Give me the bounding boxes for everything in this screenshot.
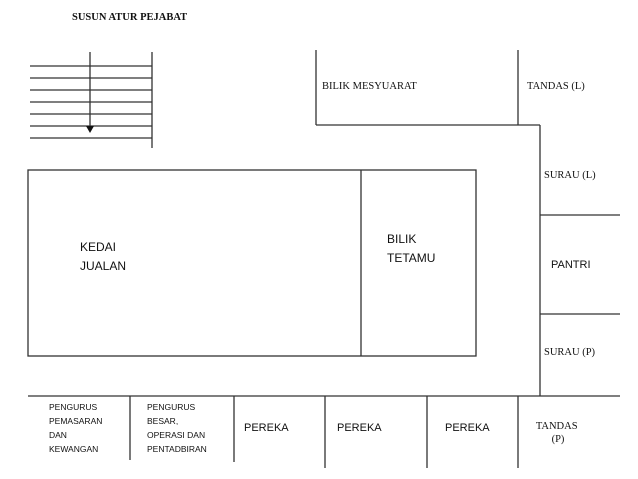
plan-title: SUSUN ATUR PEJABAT [72, 12, 188, 23]
stair-arrow-icon [86, 52, 94, 133]
room-tandas-l: TANDAS (L) [527, 81, 585, 92]
staircase [30, 52, 152, 148]
room-pereka-2: PEREKA [337, 422, 382, 434]
bottom-row-walls [28, 396, 620, 468]
room-pantri: PANTRI [551, 259, 591, 271]
room-pereka-1: PEREKA [244, 422, 289, 434]
room-bilik-tetamu: BILIK TETAMU [387, 232, 436, 265]
room-pengurus-besar: PENGURUS BESAR, OPERASI DAN PENTADBIRAN [147, 402, 207, 454]
room-surau-l: SURAU (L) [544, 170, 596, 181]
room-pereka-3: PEREKA [445, 422, 490, 434]
room-bilik-mesyuarat: BILIK MESYUARAT [322, 81, 417, 92]
room-surau-p: SURAU (P) [544, 347, 596, 358]
room-pengurus-pemasaran: PENGURUS PEMASARAN DAN KEWANGAN [49, 402, 103, 454]
room-kedai-jualan: KEDAI JUALAN [80, 240, 127, 273]
room-tandas-p: TANDAS (P) [535, 421, 578, 445]
